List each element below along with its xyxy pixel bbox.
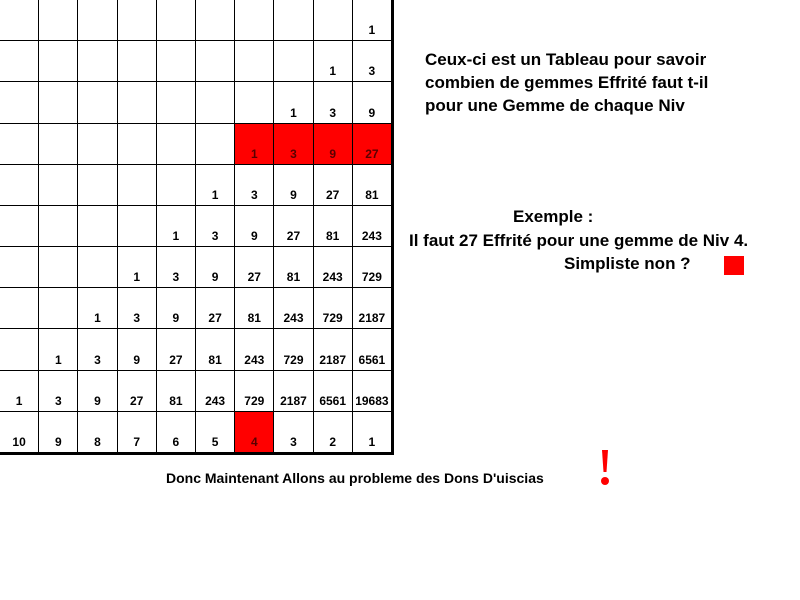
table-cell	[314, 288, 353, 329]
table-cell	[78, 0, 117, 41]
table-cell-value: 729	[322, 311, 343, 326]
table-cell	[314, 82, 353, 123]
table-cell-value: 9	[250, 229, 258, 244]
table-cell-value: 27	[130, 393, 144, 408]
table-cell	[274, 371, 313, 412]
explanation-text	[425, 48, 708, 117]
table-cell	[314, 165, 353, 206]
explanation-line-1: Ceux-ci est un Tableau pour savoir	[425, 50, 707, 69]
table-cell-value: 1	[94, 311, 101, 326]
table-cell-value: 243	[283, 311, 304, 326]
table-cell-value: 3	[290, 434, 297, 449]
table-cell-value: 9	[211, 270, 219, 285]
table-cell-value: 243	[205, 393, 226, 408]
table-cell	[39, 0, 78, 41]
table-cell-value: 81	[326, 229, 340, 244]
table-cell-value: 6561	[358, 352, 386, 367]
table-cell-value: 1	[172, 229, 180, 244]
table-cell-value: 81	[169, 393, 183, 408]
table-cell	[78, 288, 117, 329]
table-cell	[196, 165, 235, 206]
table-cell	[274, 247, 313, 288]
table-cell	[235, 41, 274, 82]
table-cell	[0, 165, 39, 206]
table-cell	[157, 329, 196, 370]
table-cell	[353, 0, 392, 41]
table-cell	[353, 288, 392, 329]
table-cell-value: 1	[54, 352, 62, 367]
table-cell-value: 27	[208, 311, 222, 326]
table-cell-value: 3	[54, 393, 62, 408]
table-cell	[78, 371, 117, 412]
table-cell	[235, 288, 274, 329]
table-cell-value: 729	[283, 352, 304, 367]
table-cell	[118, 82, 157, 123]
table-cell	[196, 329, 235, 370]
table-cell	[353, 41, 392, 82]
table-cell	[196, 0, 235, 41]
table-cell	[157, 82, 196, 123]
table-cell	[235, 82, 274, 123]
table-cell	[196, 82, 235, 123]
table-cell	[274, 165, 313, 206]
table-cell	[0, 288, 39, 329]
table-cell-value: 27	[365, 146, 379, 161]
table-cell-value: 2	[329, 434, 337, 449]
table-cell	[353, 247, 392, 288]
table-cell	[314, 0, 353, 41]
table-cell	[274, 82, 313, 123]
table-cell	[235, 124, 274, 165]
table-cell-value: 27	[247, 270, 261, 285]
table-cell-value: 729	[361, 270, 382, 285]
table-cell-value: 1	[329, 64, 337, 79]
table-cell	[274, 206, 313, 247]
table-cell	[0, 0, 39, 41]
table-cell-value: 243	[322, 270, 343, 285]
table-cell	[118, 371, 157, 412]
table-cell	[0, 82, 39, 123]
table-cell	[353, 82, 392, 123]
table-cell-value: 9	[133, 352, 141, 367]
table-cell-value: 1	[133, 270, 141, 285]
table-cell	[118, 412, 157, 453]
table-cell-value: 3	[290, 146, 297, 161]
table-cell	[0, 329, 39, 370]
table-cell	[274, 288, 313, 329]
explanation-line-3: pour une Gemme de chaque Niv	[425, 96, 685, 115]
table-cell-value: 81	[365, 187, 379, 202]
table-cell-value: 7	[133, 434, 141, 449]
table-cell	[353, 165, 392, 206]
gem-table	[0, 0, 394, 455]
table-cell	[314, 371, 353, 412]
table-cell	[0, 124, 39, 165]
table-cell	[274, 329, 313, 370]
table-cell-value: 9	[172, 311, 180, 326]
table-cell	[39, 206, 78, 247]
table-cell-value: 6	[172, 434, 180, 449]
table-cell	[118, 329, 157, 370]
table-cell	[118, 41, 157, 82]
table-cell	[118, 0, 157, 41]
table-cell-value: 3	[250, 187, 258, 202]
table-cell-value: 3	[211, 229, 219, 244]
table-cell	[274, 412, 313, 453]
example-title: Exemple :	[513, 207, 594, 226]
table-cell-value: 243	[244, 352, 265, 367]
table-cell	[78, 165, 117, 206]
red-square-icon	[724, 256, 744, 275]
table-cell	[78, 82, 117, 123]
table-cell-value: 19683	[355, 393, 389, 408]
table-cell	[274, 0, 313, 41]
table-cell	[157, 288, 196, 329]
example-sentence: Il faut 27 Effrité pour une gemme de Niv 4.	[409, 231, 749, 250]
table-cell-value: 1	[15, 393, 23, 408]
example-question: Simpliste non ?	[564, 254, 691, 273]
table-cell	[0, 412, 39, 453]
table-cell	[0, 247, 39, 288]
table-cell	[196, 371, 235, 412]
table-cell	[0, 41, 39, 82]
table-cell	[235, 0, 274, 41]
table-cell	[353, 329, 392, 370]
table-cell	[235, 165, 274, 206]
table-cell	[157, 206, 196, 247]
table-cell	[314, 124, 353, 165]
table-cell	[157, 124, 196, 165]
table-cell	[39, 371, 78, 412]
table-cell	[157, 371, 196, 412]
table-cell-value: 1	[250, 146, 258, 161]
table-cell-value: 1	[368, 23, 376, 38]
table-cell	[118, 247, 157, 288]
table-cell	[235, 206, 274, 247]
table-cell-value: 1	[290, 105, 297, 120]
table-cell-value: 3	[172, 270, 180, 285]
table-cell-value: 27	[326, 187, 340, 202]
table-cell	[274, 41, 313, 82]
table-cell	[353, 371, 392, 412]
table-cell-value: 27	[286, 229, 301, 244]
table-cell	[235, 247, 274, 288]
table-cell	[314, 206, 353, 247]
table-cell-value: 81	[208, 352, 222, 367]
table-cell-value: 81	[247, 311, 261, 326]
table-cell	[314, 329, 353, 370]
table-cell-value: 9	[94, 393, 101, 408]
table-cell	[353, 124, 392, 165]
table-cell-value: 4	[250, 434, 258, 449]
table-cell-value: 2187	[358, 311, 386, 326]
table-cell	[196, 288, 235, 329]
table-cell	[78, 412, 117, 453]
table-cell	[157, 247, 196, 288]
table-cell	[78, 206, 117, 247]
table-cell-value: 1	[211, 187, 219, 202]
explanation-line-2: combien de gemmes Effrité faut t-il	[425, 73, 709, 92]
table-cell-value: 81	[286, 270, 301, 285]
table-cell	[39, 329, 78, 370]
table-cell-value: 9	[54, 434, 62, 449]
table-cell-value: 243	[361, 229, 382, 244]
table-cell	[118, 124, 157, 165]
table-cell	[353, 412, 392, 453]
table-cell-value: 2187	[280, 393, 307, 408]
table-cell	[0, 206, 39, 247]
table-cell	[274, 124, 313, 165]
table-cell	[39, 124, 78, 165]
table-cell-value: 1	[368, 434, 376, 449]
footer-text: Donc Maintenant Allons au probleme des Dons D'uiscias	[166, 470, 544, 486]
table-cell	[78, 124, 117, 165]
table-cell	[39, 288, 78, 329]
table-cell	[157, 41, 196, 82]
table-cell	[314, 412, 353, 453]
table-cell	[196, 206, 235, 247]
table-cell	[157, 0, 196, 41]
table-cell	[235, 412, 274, 453]
table-cell-value: 3	[133, 311, 141, 326]
table-cell	[196, 412, 235, 453]
table-cell	[0, 371, 39, 412]
table-cell-value: 8	[94, 434, 101, 449]
table-cell	[39, 41, 78, 82]
table-cell-value: 9	[368, 105, 376, 120]
table-cell	[78, 329, 117, 370]
table-cell	[314, 41, 353, 82]
table-cell-value: 9	[329, 146, 337, 161]
table-cell	[39, 82, 78, 123]
table-cell	[196, 124, 235, 165]
table-cell	[39, 247, 78, 288]
table-cell	[78, 247, 117, 288]
table-cell	[118, 288, 157, 329]
table-cell	[39, 165, 78, 206]
table-cell-value: 6561	[319, 393, 347, 408]
table-cell	[235, 329, 274, 370]
table-cell-value: 9	[290, 187, 297, 202]
table-cell	[235, 371, 274, 412]
table-cell	[196, 41, 235, 82]
table-cell-value: 3	[329, 105, 337, 120]
table-cell-value: 27	[169, 352, 183, 367]
table-cell	[118, 206, 157, 247]
table-cell	[39, 412, 78, 453]
table-cell	[157, 165, 196, 206]
table-cell	[78, 41, 117, 82]
table-cell	[353, 206, 392, 247]
table-cell	[314, 247, 353, 288]
table-cell	[157, 412, 196, 453]
table-cell-value: 729	[244, 393, 265, 408]
exclamation-icon	[598, 448, 612, 488]
table-cell-value: 3	[368, 64, 376, 79]
table-cell-value: 3	[94, 352, 101, 367]
table-cell-value: 5	[211, 434, 219, 449]
table-cell-value: 2187	[319, 352, 347, 367]
table-cell	[196, 247, 235, 288]
table-cell	[118, 165, 157, 206]
table-cell-value: 10	[12, 434, 26, 449]
